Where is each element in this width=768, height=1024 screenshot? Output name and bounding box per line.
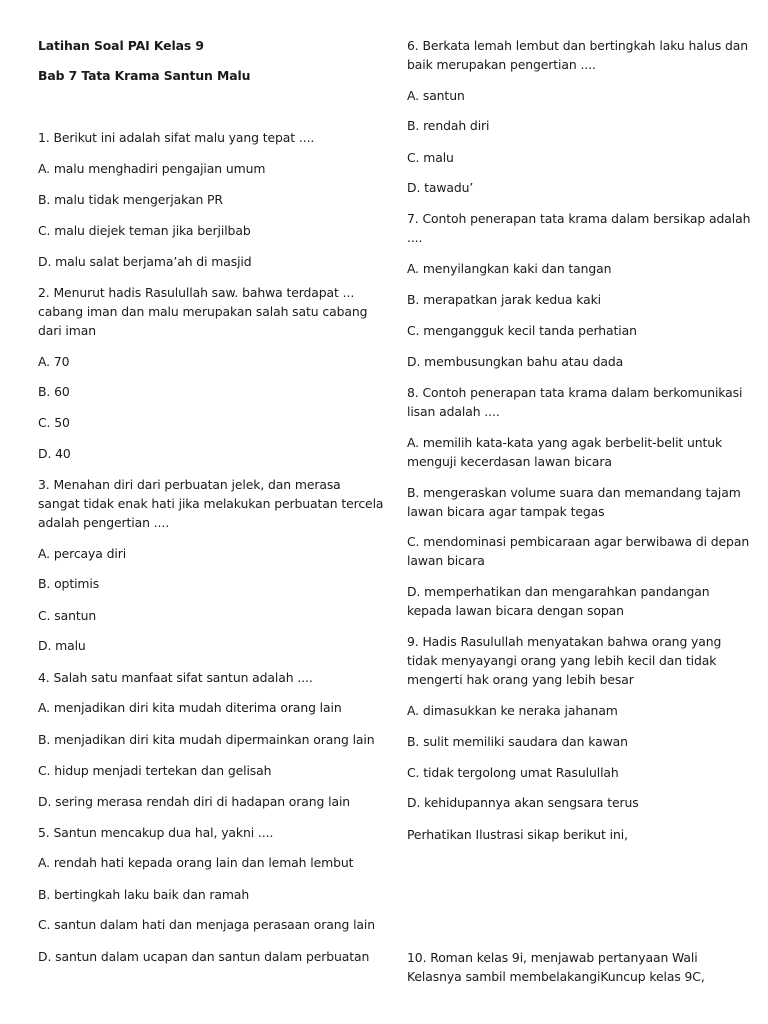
- q5-option-c: C. santun dalam hati dan menjaga perasaan orang lain: [38, 917, 376, 932]
- q9-option-a: A. dimasukkan ke neraka jahanam: [407, 703, 618, 718]
- q8-option-b-line-2: lawan bicara agar tampak tegas: [407, 504, 605, 519]
- q2-option-d: D. 40: [38, 446, 71, 461]
- q6-option-d: D. tawadu’: [407, 180, 474, 195]
- q3-option-b: B. optimis: [38, 576, 100, 591]
- q7-option-d: D. membusungkan bahu atau dada: [407, 354, 624, 369]
- q7-option-c: C. mengangguk kecil tanda perhatian: [407, 323, 637, 338]
- question-9-line-2: tidak menyayangi orang yang lebih kecil dan tidak: [407, 653, 717, 668]
- question-3-line-2: sangat tidak enak hati jika melakukan perbuatan tercela: [38, 496, 384, 511]
- q2-option-b: B. 60: [38, 384, 70, 399]
- question-10-line-2: Kelasnya sambil membelakangiKuncup kelas 9C,: [407, 969, 705, 984]
- q8-option-a-line-1: A. memilih kata-kata yang agak berbelit-belit untuk: [407, 435, 723, 450]
- q1-option-c: C. malu diejek teman jika berjilbab: [38, 223, 251, 238]
- q6-option-c: C. malu: [407, 150, 454, 165]
- q4-option-d: D. sering merasa rendah diri di hadapan orang lain: [38, 794, 351, 809]
- q4-option-b: B. menjadikan diri kita mudah dipermainkan orang lain: [38, 732, 375, 747]
- q8-option-b-line-1: B. mengeraskan volume suara dan memandang tajam: [407, 485, 741, 500]
- q4-option-c: C. hidup menjadi tertekan dan gelisah: [38, 763, 272, 778]
- q3-option-d: D. malu: [38, 638, 86, 653]
- chapter-title: Bab 7 Tata Krama Santun Malu: [38, 68, 251, 83]
- q1-option-d: D. malu salat berjama’ah di masjid: [38, 254, 252, 269]
- question-8-line-2: lisan adalah ....: [407, 404, 500, 419]
- question-2-line-2: cabang iman dan malu merupakan salah satu cabang: [38, 304, 368, 319]
- question-7-line-2: ....: [407, 230, 423, 245]
- q4-option-a: A. menjadikan diri kita mudah diterima orang lain: [38, 700, 342, 715]
- question-9-line-1: 9. Hadis Rasulullah menyatakan bahwa orang yang: [407, 634, 722, 649]
- q8-option-c-line-2: lawan bicara: [407, 553, 485, 568]
- question-8-line-1: 8. Contoh penerapan tata krama dalam berkomunikasi: [407, 385, 743, 400]
- question-6-line-1: 6. Berkata lemah lembut dan bertingkah laku halus dan: [407, 38, 749, 53]
- q8-option-d-line-1: D. memperhatikan dan mengarahkan pandangan: [407, 584, 710, 599]
- question-1: 1. Berikut ini adalah sifat malu yang tepat ....: [38, 130, 315, 145]
- q5-option-d: D. santun dalam ucapan dan santun dalam perbuatan: [38, 949, 370, 964]
- question-3-line-3: adalah pengertian ....: [38, 515, 170, 530]
- q7-option-a: A. menyilangkan kaki dan tangan: [407, 261, 612, 276]
- q9-option-c: C. tidak tergolong umat Rasulullah: [407, 765, 619, 780]
- q1-option-b: B. malu tidak mengerjakan PR: [38, 192, 223, 207]
- q9-option-d: D. kehidupannya akan sengsara terus: [407, 795, 639, 810]
- illustration-note: Perhatikan Ilustrasi sikap berikut ini,: [407, 827, 628, 842]
- question-3-line-1: 3. Menahan diri dari perbuatan jelek, dan merasa: [38, 477, 341, 492]
- q2-option-c: C. 50: [38, 415, 70, 430]
- q3-option-c: C. santun: [38, 608, 97, 623]
- q5-option-b: B. bertingkah laku baik dan ramah: [38, 887, 250, 902]
- document-title: Latihan Soal PAI Kelas 9: [38, 38, 204, 53]
- question-4: 4. Salah satu manfaat sifat santun adalah ....: [38, 670, 313, 685]
- question-2-line-1: 2. Menurut hadis Rasulullah saw. bahwa terdapat ...: [38, 285, 355, 300]
- q6-option-a: A. santun: [407, 88, 465, 103]
- q8-option-c-line-1: C. mendominasi pembicaraan agar berwibawa di depan: [407, 534, 750, 549]
- q8-option-d-line-2: kepada lawan bicara dengan sopan: [407, 603, 624, 618]
- q3-option-a: A. percaya diri: [38, 546, 127, 561]
- question-5: 5. Santun mencakup dua hal, yakni ....: [38, 825, 274, 840]
- q5-option-a: A. rendah hati kepada orang lain dan lemah lembut: [38, 855, 354, 870]
- q1-option-a: A. malu menghadiri pengajian umum: [38, 161, 266, 176]
- q2-option-a: A. 70: [38, 354, 70, 369]
- q8-option-a-line-2: menguji kecerdasan lawan bicara: [407, 454, 612, 469]
- question-6-line-2: baik merupakan pengertian ....: [407, 57, 596, 72]
- question-10-line-1: 10. Roman kelas 9i, menjawab pertanyaan Wali: [407, 950, 698, 965]
- q9-option-b: B. sulit memiliki saudara dan kawan: [407, 734, 628, 749]
- question-7-line-1: 7. Contoh penerapan tata krama dalam bersikap adalah: [407, 211, 751, 226]
- q7-option-b: B. merapatkan jarak kedua kaki: [407, 292, 602, 307]
- question-9-line-3: mengerti hak orang yang lebih besar: [407, 672, 634, 687]
- q6-option-b: B. rendah diri: [407, 118, 490, 133]
- question-2-line-3: dari iman: [38, 323, 96, 338]
